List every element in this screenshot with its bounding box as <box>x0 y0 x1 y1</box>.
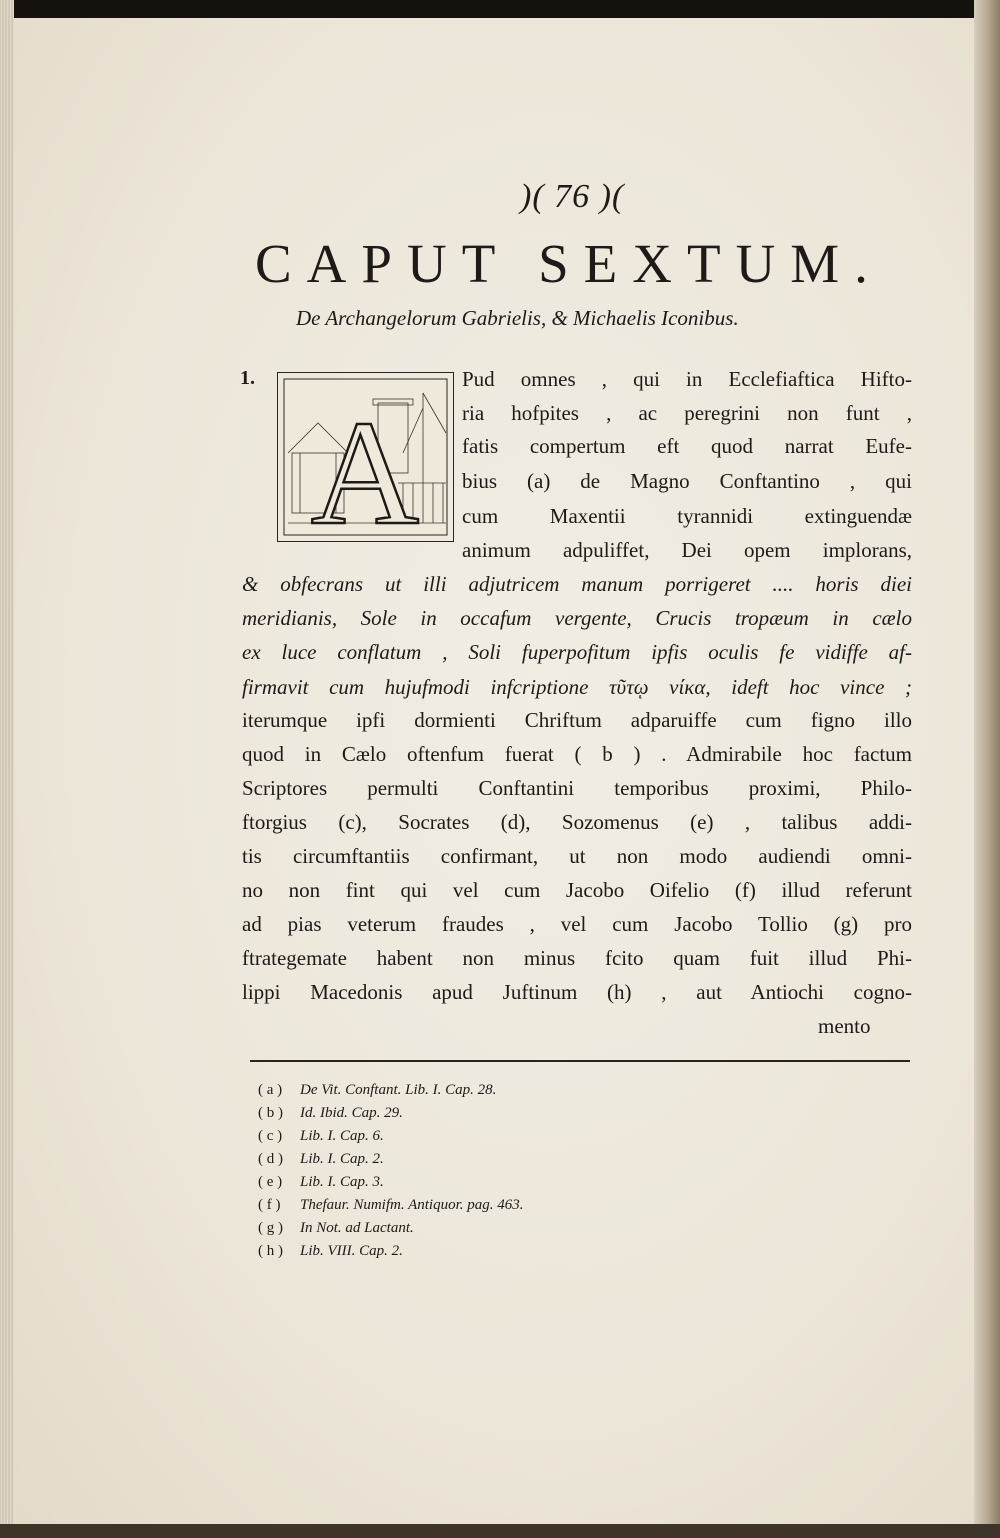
text-line-8: meridianis, Sole in occafum vergente, Crucis tropæum in cælo <box>242 606 912 630</box>
footnote-d <box>258 1151 524 1174</box>
page-stack-left-edge <box>0 0 14 1538</box>
footnote-a <box>258 1082 524 1105</box>
bottom-shadow-edge <box>0 1524 1000 1538</box>
footnote-mark: ( b ) <box>258 1105 283 1121</box>
text-line-9: ex luce conflatum , Soli fuperpofitum ipfis oculis fe vidiffe af- <box>242 640 912 664</box>
text-line-4: bius (a) de Magno Conftantino , qui <box>462 469 912 493</box>
text-line-2: ria hofpites , ac peregrini non funt , <box>462 401 912 425</box>
footnote-mark: ( h ) <box>258 1243 283 1259</box>
footnote-text: Lib. VIII. Cap. 2. <box>300 1243 403 1259</box>
chapter-title: CAPUT SEXTUM. <box>255 233 883 294</box>
text-line-13: Scriptores permulti Conftantini temporibus proximi, Philo- <box>242 776 912 800</box>
text-line-14: ftorgius (c), Socrates (d), Sozomenus (e) , talibus addi- <box>242 810 912 834</box>
footnote-mark: ( c ) <box>258 1128 283 1144</box>
footnote-e <box>258 1174 524 1197</box>
page-number-header: )( 76 )( <box>520 178 625 215</box>
footnote-b <box>258 1105 524 1128</box>
section-number: 1. <box>240 367 255 389</box>
text-line-11: iterumque ipfi dormienti Chriftum adparuiffe cum figno illo <box>242 708 912 732</box>
footnote-rule <box>250 1060 910 1062</box>
text-line-18: ftrategemate habent non minus fcito quam fuit illud Phi- <box>242 946 912 970</box>
text-line-10: firmavit cum hujufmodi infcriptione τῦτῳ νίκα, ideft hoc vince ; <box>242 675 912 699</box>
footnote-text: Lib. I. Cap. 3. <box>300 1174 384 1190</box>
footnote-g <box>258 1220 524 1243</box>
text-line-5: cum Maxentii tyrannidi extinguendæ <box>462 504 912 528</box>
footnote-text: Thefaur. Numifm. Antiquor. pag. 463. <box>300 1197 524 1213</box>
page-stack-right-edge <box>974 0 1000 1538</box>
text-line-17: ad pias veterum fraudes , vel cum Jacobo Tollio (g) pro <box>242 912 912 936</box>
footnote-h <box>258 1243 524 1266</box>
decorated-initial-letter <box>277 372 454 542</box>
chapter-subtitle: De Archangelorum Gabrielis, & Michaelis Iconibus. <box>296 306 739 330</box>
footnote-text: De Vit. Conftant. Lib. I. Cap. 28. <box>300 1082 497 1098</box>
text-line-7: & obfecrans ut illi adjutricem manum porrigeret .... horis diei <box>242 572 912 596</box>
footnote-text: Lib. I. Cap. 6. <box>300 1128 384 1144</box>
top-shadow-edge <box>0 0 1000 18</box>
footnote-mark: ( d ) <box>258 1151 283 1167</box>
footnote-mark: ( g ) <box>258 1220 283 1236</box>
footnote-mark: ( e ) <box>258 1174 283 1190</box>
footnotes <box>258 1082 524 1266</box>
footnote-c <box>258 1128 524 1151</box>
text-line-3: fatis compertum eft quod narrat Eufe- <box>462 434 912 458</box>
text-line-15: tis circumftantiis confirmant, ut non modo audiendi omni- <box>242 844 912 868</box>
initial-letter-glyph: A <box>310 390 420 541</box>
catchword: mento <box>818 1014 871 1038</box>
text-line-12: quod in Cælo oftenfum fuerat ( b ) . Admirabile hoc factum <box>242 742 912 766</box>
footnote-text: Id. Ibid. Cap. 29. <box>300 1105 403 1121</box>
footnote-mark: ( a ) <box>258 1082 283 1098</box>
text-line-1: Pud omnes , qui in Ecclefiaftica Hifto- <box>462 367 912 391</box>
footnote-text: Lib. I. Cap. 2. <box>300 1151 384 1167</box>
text-line-6: animum adpuliffet, Dei opem implorans, <box>462 538 912 562</box>
footnote-f <box>258 1197 524 1220</box>
text-line-19: lippi Macedonis apud Juftinum (h) , aut Antiochi cogno- <box>242 980 912 1004</box>
text-line-16: no non fint qui vel cum Jacobo Oifelio (f) illud referunt <box>242 878 912 902</box>
footnote-text: In Not. ad Lactant. <box>300 1220 414 1236</box>
footnote-mark: ( f ) <box>258 1197 281 1213</box>
